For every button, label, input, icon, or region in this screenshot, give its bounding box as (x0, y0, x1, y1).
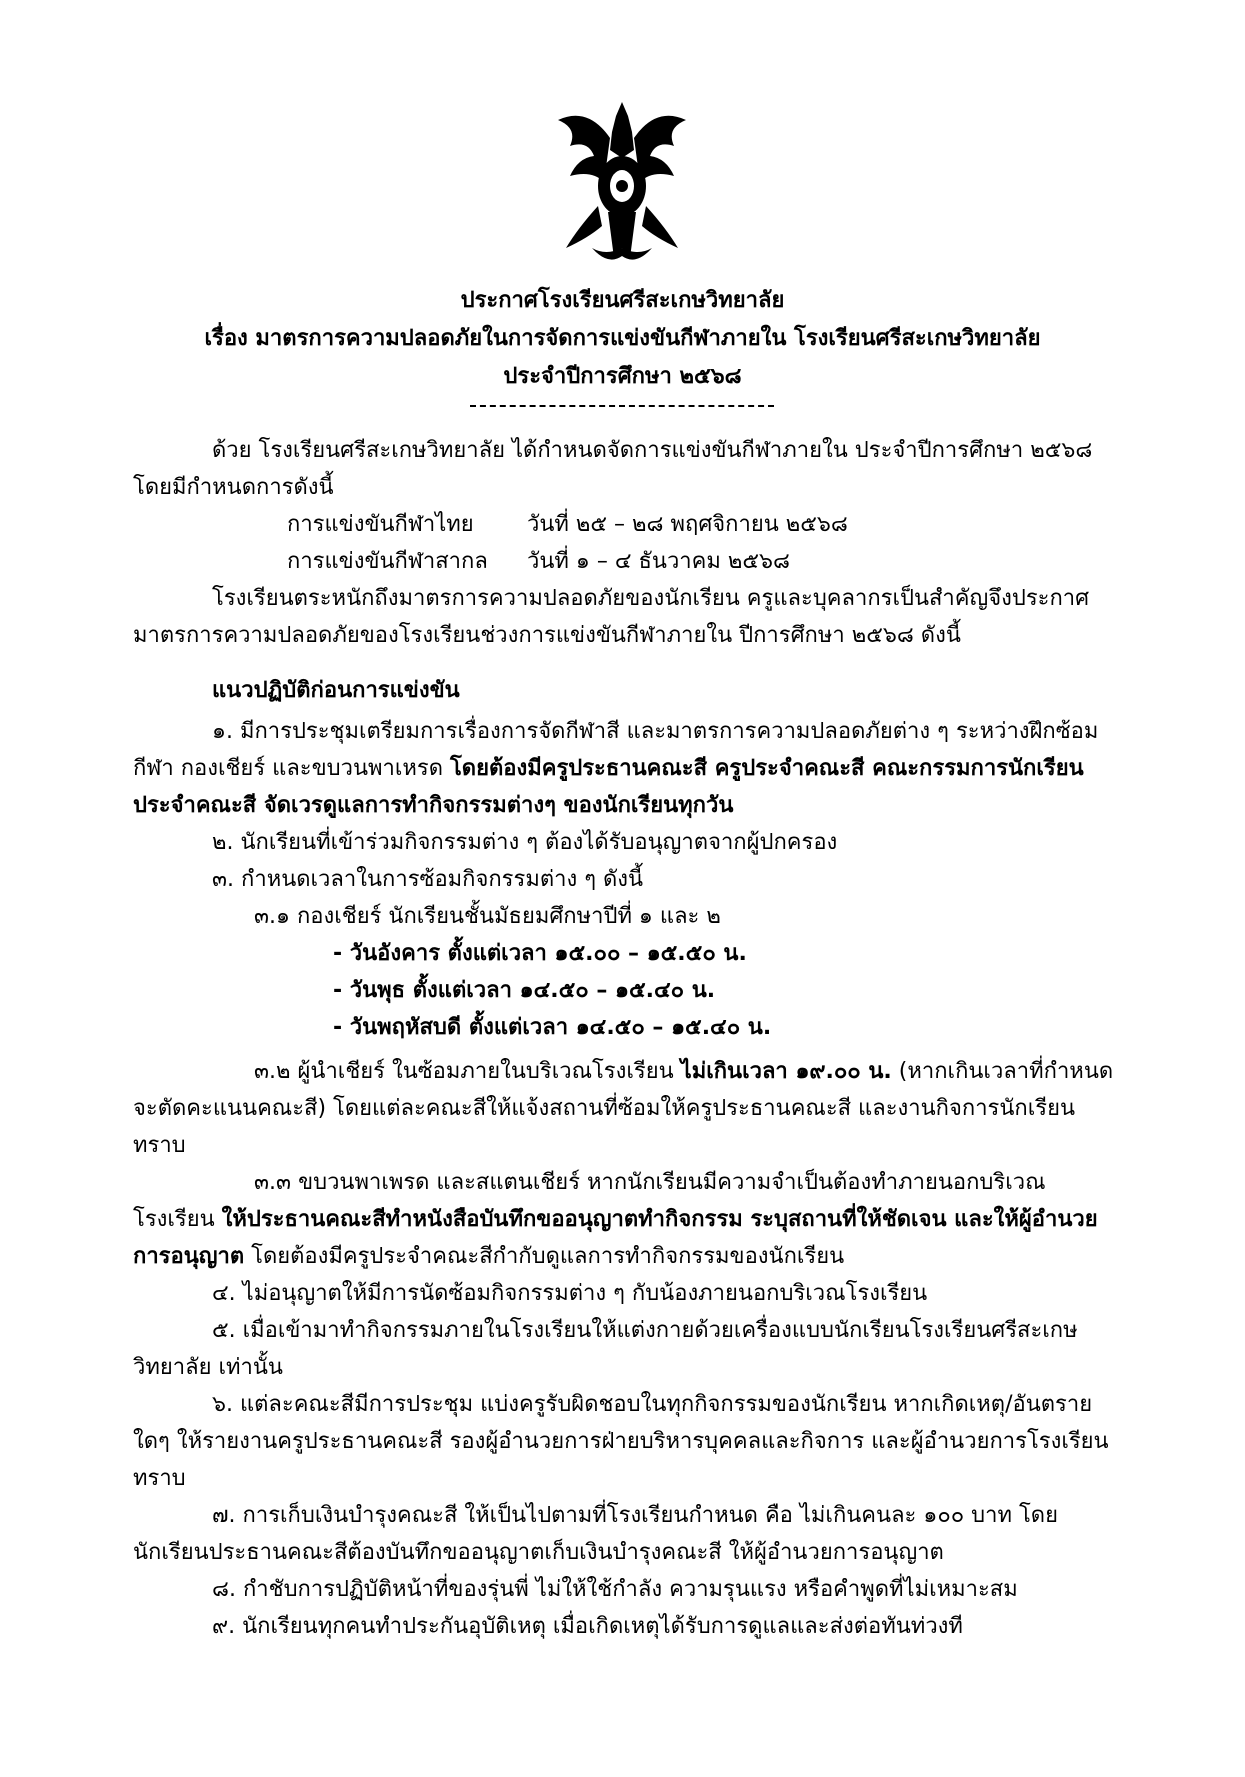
item-3-3-bold-text: ให้ประธานคณะสีทำหนังสือบันทึกขออนุญาตทำกิจกรรม ระบุสถานที่ให้ชัดเจน และให้ผู้อำนวยการอนุญาต (133, 1207, 1098, 1269)
schedule-event: การแข่งขันกีฬาไทย (287, 512, 474, 537)
schedule-row (133, 506, 1123, 543)
practice-time-tuesday: - วันอังคาร ตั้งแต่เวลา ๑๕.๐๐ – ๑๕.๕๐ น. (333, 941, 747, 966)
purpose-paragraph: โรงเรียนตระหนักถึงมาตรการความปลอดภัยของนักเรียน ครูและบุคลากรเป็นสำคัญจึงประกาศมาตรการความปลอดภัยของโรงเรียนช่วงการแข่งขันกีฬาภายใน ปีการศึกษา ๒๕๖๘ ดังนี้ (133, 586, 1090, 648)
item-3-1: ๓.๑ กองเชียร์ นักเรียนชั้นมัธยมศึกษาปีที่ ๑ และ ๒ (254, 904, 721, 929)
schedule-event: การแข่งขันกีฬาสากล (287, 549, 488, 574)
intro-paragraph: ด้วย โรงเรียนศรีสะเกษวิทยาลัย ได้กำหนดจัดการแข่งขันกีฬาภายใน ประจำปีการศึกษา ๒๕๖๘ โดยมีกำหนดการดังนี้ (133, 438, 1093, 500)
practice-time-wednesday: - วันพุธ ตั้งแต่เวลา ๑๔.๕๐ – ๑๕.๔๐ น. (333, 978, 716, 1003)
item-1-bold-text: โดยต้องมีครูประธานคณะสี ครูประจำคณะสี คณะกรรมการนักเรียนประจำคณะสี จัดเวรดูแลการทำกิจกรรมต่างๆ ของนักเรียนทุกวัน (133, 756, 1084, 818)
section-heading: แนวปฏิบัติก่อนการแข่งขัน (212, 678, 460, 703)
schedule-row (133, 543, 1123, 580)
announcement-title: ประกาศโรงเรียนศรีสะเกษวิทยาลัย (460, 288, 785, 313)
announcement-header (0, 282, 1245, 396)
item-3-3-text: ๓.๓ ขบวนพาเพรด และสแตนเชียร์ หากนักเรียนมีความจำเป็นต้องทำภายนอกบริเวณโรงเรียน (133, 1170, 1046, 1232)
item-3-3-tail: โดยต้องมีครูประจำคณะสีกำกับดูแลการทำกิจกรรมของนักเรียน (244, 1244, 845, 1269)
item-1-text: ๑. มีการประชุมเตรียมการเรื่องการจัดกีฬาสี และมาตรการความปลอดภัยต่าง ๆ ระหว่างฝึกซ้อมกีฬา กองเชียร์ และขบวนพาเหรด (133, 719, 1099, 781)
announcement-subject: เรื่อง มาตรการความปลอดภัยในการจัดการแข่งขันกีฬาภายใน โรงเรียนศรีสะเกษวิทยาลัย (204, 326, 1041, 351)
item-5: ๕. เมื่อเข้ามาทำกิจกรรมภายในโรงเรียนให้แต่งกายด้วยเครื่องแบบนักเรียนโรงเรียนศรีสะเกษวิทยาลัย เท่านั้น (133, 1318, 1078, 1380)
item-8: ๘. กำชับการปฏิบัติหน้าที่ของรุ่นพี่ ไม่ให้ใช้กำลัง ความรุนแรง หรือคำพูดที่ไม่เหมาะสม (212, 1577, 1018, 1602)
garuda-emblem-icon (548, 98, 696, 266)
announcement-body (133, 432, 1123, 1645)
item-6: ๖. แต่ละคณะสีมีการประชุม แบ่งครูรับผิดชอบในทุกกิจกรรมของนักเรียน หากเกิดเหตุ/อันตรายใดๆ ให้รายงานครูประธานคณะสี รองผู้อำนวยการฝ่ายบริหารบุคคลและกิจการ และผู้อำนวยการโรงเรียนทราบ (133, 1392, 1109, 1491)
item-1 (133, 713, 1123, 824)
item-3-2-text: ๓.๒ ผู้นำเชียร์ ในซ้อมภายในบริเวณโรงเรียน (254, 1059, 681, 1084)
item-7: ๗. การเก็บเงินบำรุงคณะสี ให้เป็นไปตามที่โรงเรียนกำหนด คือ ไม่เกินคนละ ๑๐๐ บาท โดยนักเรียนประธานคณะสีต้องบันทึกขออนุญาตเก็บเงินบำรุงคณะสี ให้ผู้อำนวยการอนุญาต (133, 1503, 1058, 1565)
item-2: ๒. นักเรียนที่เข้าร่วมกิจกรรมต่าง ๆ ต้องได้รับอนุญาตจากผู้ปกครอง (212, 830, 838, 855)
item-3-2-bold-text: ไม่เกินเวลา ๑๙.๐๐ น. (680, 1059, 892, 1084)
practice-time-thursday: - วันพฤหัสบดี ตั้งแต่เวลา ๑๔.๕๐ – ๑๕.๔๐ น. (333, 1015, 772, 1040)
item-3-2 (133, 1053, 1123, 1164)
item-3-3 (133, 1164, 1123, 1275)
item-3-2-tail: (หากเกินเวลาที่กำหนดจะตัดคะแนนคณะสี) โดยแต่ละคณะสีให้แจ้งสถานที่ซ้อมให้ครูประธานคณะสี และงานกิจการนักเรียน ทราบ (133, 1059, 1114, 1158)
schedule-date: วันที่ ๒๕ – ๒๘ พฤศจิกายน ๒๕๖๘ (527, 512, 848, 537)
schedule-date: วันที่ ๑ – ๔ ธันวาคม ๒๕๖๘ (527, 549, 790, 574)
item-3: ๓. กำหนดเวลาในการซ้อมกิจกรรมต่าง ๆ ดังนี้ (212, 867, 644, 892)
item-4: ๔. ไม่อนุญาตให้มีการนัดซ้อมกิจกรรมต่าง ๆ กับน้องภายนอกบริเวณโรงเรียน (212, 1281, 928, 1306)
announcement-year: ประจำปีการศึกษา ๒๕๖๘ (503, 364, 742, 389)
header-divider (470, 405, 774, 407)
item-9: ๙. นักเรียนทุกคนทำประกันอุบัติเหตุ เมื่อเกิดเหตุได้รับการดูแลและส่งต่อทันท่วงที (212, 1614, 963, 1639)
